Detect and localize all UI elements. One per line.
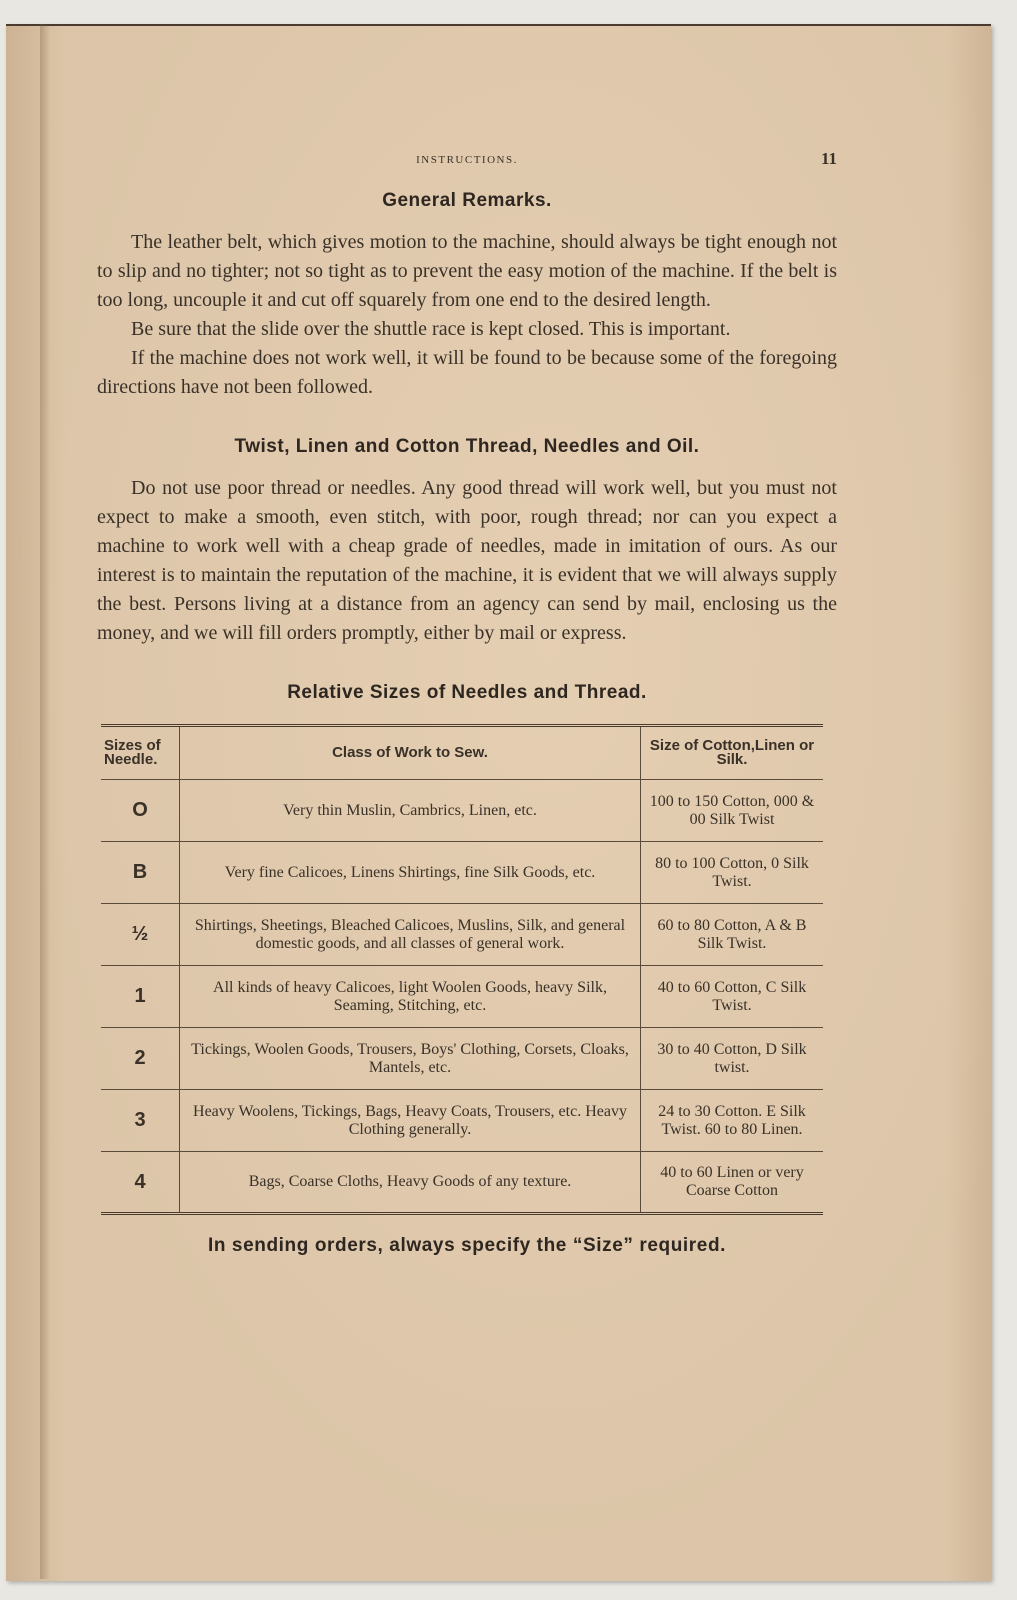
header-class-of-work: Class of Work to Sew. bbox=[180, 726, 641, 780]
thread-size-cell: 30 to 40 Cotton, D Silk twist. bbox=[641, 1028, 824, 1090]
running-head-title: INSTRUCTIONS. bbox=[416, 154, 518, 166]
header-sizes-of-needle: Sizes of Needle. bbox=[101, 726, 180, 780]
needle-size-cell: 3 bbox=[101, 1090, 180, 1152]
footer-note: In sending orders, always specify the “Size” required. bbox=[207, 1235, 727, 1256]
work-class-cell: Very fine Calicoes, Linens Shirtings, fine Silk Goods, etc. bbox=[180, 842, 641, 904]
table-row bbox=[101, 904, 823, 966]
needle-size-cell: 4 bbox=[101, 1152, 180, 1214]
table-row bbox=[101, 1152, 823, 1214]
paragraph-belt: The leather belt, which gives motion to the machine, should always be tight enough not to slip and no tighter; not so tight as to prevent the easy motion of the machine. If the belt is too long, uncouple it and cut off squarely from one end to the desired length. bbox=[97, 231, 837, 311]
section-heading-general-remarks: General Remarks. bbox=[382, 190, 552, 211]
work-class-cell: Very thin Muslin, Cambrics, Linen, etc. bbox=[180, 780, 641, 842]
needle-size-cell: 2 bbox=[101, 1028, 180, 1090]
header-thread-size: Size of Cotton,Linen or Silk. bbox=[641, 726, 824, 780]
table-row bbox=[101, 1090, 823, 1152]
table-heading: Relative Sizes of Needles and Thread. bbox=[287, 682, 647, 703]
table-row bbox=[101, 1028, 823, 1090]
paragraph-thread: Do not use poor thread or needles. Any good thread will work well, but you must not expect to make a smooth, even stitch, with poor, rough thread; nor can you expect a machine to work well with a cheap grade of needles, made in imitation of ours. As our interest is to maintain the reputation of the machine, it is evident that we will always supply the best. Persons living at a distance from an agency can send by mail, enclosing us the money, and we will fill orders promptly, either by mail or express. bbox=[97, 477, 837, 644]
thread-size-cell: 40 to 60 Cotton, C Silk Twist. bbox=[641, 966, 824, 1028]
needle-thread-table bbox=[101, 724, 823, 1215]
table-header-row bbox=[101, 726, 823, 780]
needle-size-cell: ½ bbox=[101, 904, 180, 966]
thread-size-cell: 40 to 60 Linen or very Coarse Cotton bbox=[641, 1152, 824, 1214]
thread-size-cell: 60 to 80 Cotton, A & B Silk Twist. bbox=[641, 904, 824, 966]
needle-size-cell: B bbox=[101, 842, 180, 904]
work-class-cell: Tickings, Woolen Goods, Trousers, Boys' Clothing, Corsets, Cloaks, Mantels, etc. bbox=[180, 1028, 641, 1090]
page-number: 11 bbox=[820, 149, 837, 168]
work-class-cell: Shirtings, Sheetings, Bleached Calicoes, Muslins, Silk, and general domestic goods, and all classes of general work. bbox=[180, 904, 641, 966]
paragraph-directions: If the machine does not work well, it will be found to be because some of the foregoing directions have not been followed. bbox=[97, 347, 837, 398]
page-gutter-shadow bbox=[40, 24, 50, 1579]
thread-size-cell: 24 to 30 Cotton. E Silk Twist. 60 to 80 Linen. bbox=[641, 1090, 824, 1152]
table-row bbox=[101, 842, 823, 904]
thread-size-cell: 80 to 100 Cotton, 0 Silk Twist. bbox=[641, 842, 824, 904]
running-head bbox=[97, 144, 837, 172]
needle-size-cell: O bbox=[101, 780, 180, 842]
section-heading-thread-needles: Twist, Linen and Cotton Thread, Needles and Oil. bbox=[234, 436, 700, 457]
table-row bbox=[101, 966, 823, 1028]
work-class-cell: All kinds of heavy Calicoes, light Woolen Goods, heavy Silk, Seaming, Stitching, etc. bbox=[180, 966, 641, 1028]
paragraph-slide: Be sure that the slide over the shuttle race is kept closed. This is important. bbox=[131, 318, 731, 340]
needle-size-cell: 1 bbox=[101, 966, 180, 1028]
thread-size-cell: 100 to 150 Cotton, 000 & 00 Silk Twist bbox=[641, 780, 824, 842]
work-class-cell: Bags, Coarse Cloths, Heavy Goods of any texture. bbox=[180, 1152, 641, 1214]
table-row bbox=[101, 780, 823, 842]
page-content bbox=[97, 140, 837, 1257]
work-class-cell: Heavy Woolens, Tickings, Bags, Heavy Coats, Trousers, etc. Heavy Clothing generally. bbox=[180, 1090, 641, 1152]
